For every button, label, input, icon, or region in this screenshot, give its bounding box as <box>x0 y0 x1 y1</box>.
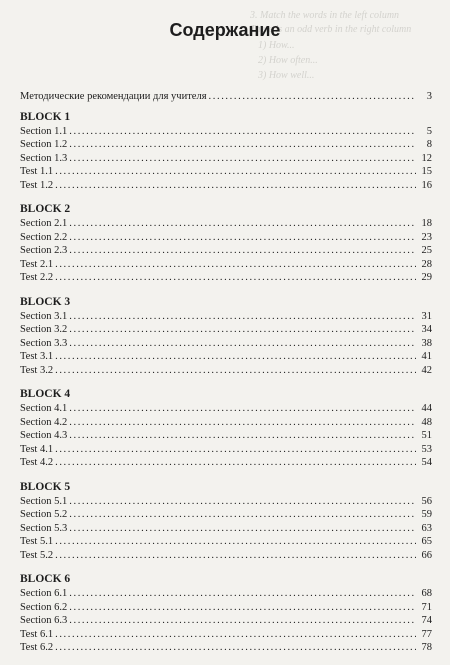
leader-dots <box>69 125 416 139</box>
leader-dots <box>55 628 416 642</box>
leader-dots <box>69 587 416 601</box>
toc-entry-label: Test 6.1 <box>20 628 54 640</box>
leader-dots <box>69 310 416 324</box>
toc-entry-label: Test 4.1 <box>20 443 54 455</box>
block-heading: BLOCK 6 <box>20 573 71 585</box>
toc-block-4 <box>20 387 432 470</box>
toc-entry-label: Test 2.1 <box>20 258 54 270</box>
toc-entry-label: Section 1.1 <box>20 125 68 137</box>
toc-entry-label: Section 4.1 <box>20 403 68 414</box>
block-heading: BLOCK 2 <box>20 203 71 215</box>
toc-entry <box>20 138 432 152</box>
toc-entry <box>20 337 432 351</box>
toc-entry-page: 78 <box>421 642 432 653</box>
toc-entry-label: Test 3.1 <box>20 351 54 362</box>
toc-entry-label: Section 1.2 <box>20 139 68 150</box>
toc-entry-page: 65 <box>421 536 432 547</box>
toc-entry <box>20 350 432 364</box>
toc-entry-page: 63 <box>421 522 432 534</box>
leader-dots <box>55 350 416 364</box>
toc-entry-label: Test 3.2 <box>20 364 54 376</box>
toc-entry-page: 5 <box>426 125 432 137</box>
toc-entry-page: 48 <box>421 416 432 428</box>
toc-entry <box>20 535 432 549</box>
leader-dots <box>69 614 416 628</box>
toc-entry <box>20 587 432 601</box>
toc-entry <box>20 310 432 324</box>
toc-entry <box>20 628 432 642</box>
toc-entry <box>20 323 432 337</box>
toc-entry-page: 54 <box>421 457 432 468</box>
toc-entry-page: 29 <box>421 272 432 283</box>
toc-entry <box>20 549 432 563</box>
toc-entry-page: 53 <box>421 443 432 455</box>
leader-dots <box>55 549 416 563</box>
toc-entry-label: Методические рекомендации для учителя <box>20 91 207 102</box>
toc-block-3 <box>20 295 432 378</box>
toc-entry-label: Section 2.3 <box>20 245 68 256</box>
toc-entry-label: Test 5.1 <box>20 536 54 547</box>
leader-dots <box>55 443 416 457</box>
show-through-text: 3) How well... <box>258 70 315 81</box>
toc-entry-page: 15 <box>421 166 432 177</box>
toc-entry-label: Test 4.2 <box>20 457 54 468</box>
toc-entry-label: Section 6.1 <box>20 588 68 599</box>
leader-dots <box>69 337 416 351</box>
leader-dots <box>69 508 416 522</box>
toc-entry <box>20 614 432 628</box>
toc-block-2 <box>20 202 432 285</box>
leader-dots <box>209 90 416 104</box>
block-heading: BLOCK 1 <box>20 110 71 123</box>
toc-entry-label: Section 5.2 <box>20 509 68 520</box>
toc-entry-page: 25 <box>421 245 432 256</box>
leader-dots <box>69 402 416 416</box>
toc-entry <box>20 508 432 522</box>
toc-entry <box>20 271 432 285</box>
leader-dots <box>69 231 416 245</box>
toc-entry-page: 41 <box>421 351 432 362</box>
block-heading: BLOCK 4 <box>20 388 71 400</box>
show-through-text: 2) How often... <box>258 55 318 66</box>
toc-entry-page: 34 <box>421 324 432 335</box>
toc-entry <box>20 364 432 378</box>
toc-entry-page: 31 <box>421 310 432 322</box>
toc-entry <box>20 495 432 509</box>
leader-dots <box>69 217 416 231</box>
toc-entry-label: Section 1.3 <box>20 152 68 164</box>
toc-entry-label: Section 6.2 <box>20 601 68 613</box>
toc-entry-label: Section 3.3 <box>20 337 68 349</box>
toc-entry-label: Section 2.1 <box>20 218 68 229</box>
toc-entry-page: 38 <box>421 337 432 349</box>
toc-entry-label: Test 1.2 <box>20 179 54 191</box>
toc-entry <box>20 456 432 470</box>
toc-entry-label: Section 5.3 <box>20 522 68 534</box>
leader-dots <box>69 495 416 509</box>
show-through-text: 3. Match the words in the left column <box>250 10 400 21</box>
toc-block-6 <box>20 572 432 655</box>
toc-entry-page: 23 <box>421 231 432 243</box>
toc-entry <box>20 165 432 179</box>
toc-entry-page: 3 <box>426 91 432 102</box>
toc-entry <box>20 641 432 655</box>
toc-entry-page: 74 <box>421 615 432 626</box>
toc-entry-label: Test 1.1 <box>20 166 54 177</box>
leader-dots <box>69 416 416 430</box>
toc-entry <box>20 152 432 166</box>
toc-entry <box>20 429 432 443</box>
toc-entry-label: Section 3.2 <box>20 324 68 335</box>
toc-entry <box>20 443 432 457</box>
toc-entry-label: Section 5.1 <box>20 495 68 507</box>
toc-entry-label: Section 2.2 <box>20 231 68 243</box>
leader-dots <box>55 456 416 470</box>
toc-entry-page: 42 <box>421 364 432 376</box>
toc-entry-label: Section 6.3 <box>20 615 68 626</box>
toc-entry-label: Section 3.1 <box>20 310 68 322</box>
toc-entry-page: 44 <box>421 403 432 414</box>
toc-entry-label: Test 2.2 <box>20 272 54 283</box>
toc-entry-intro <box>20 90 432 104</box>
toc-entry-page: 66 <box>421 549 432 561</box>
block-heading: BLOCK 3 <box>20 295 71 308</box>
toc-block-5 <box>20 480 432 563</box>
toc-entry-page: 18 <box>421 218 432 229</box>
toc-entry-page: 59 <box>421 509 432 520</box>
leader-dots <box>69 522 416 536</box>
toc-entry-label: Test 5.2 <box>20 549 54 561</box>
toc-entry <box>20 217 432 231</box>
leader-dots <box>55 364 416 378</box>
toc-entry <box>20 601 432 615</box>
show-through-text: There is an odd verb in the right column <box>250 24 412 35</box>
toc-entry <box>20 231 432 245</box>
toc-entry-page: 12 <box>421 152 432 164</box>
toc-entry-page: 28 <box>421 258 432 270</box>
toc-entry-page: 68 <box>421 588 432 599</box>
toc-entry-page: 56 <box>421 495 432 507</box>
leader-dots <box>69 601 416 615</box>
leader-dots <box>69 244 416 258</box>
leader-dots <box>55 179 416 193</box>
leader-dots <box>55 535 416 549</box>
toc-entry <box>20 179 432 193</box>
toc-entry <box>20 125 432 139</box>
toc-entry-label: Test 6.2 <box>20 642 54 653</box>
table-of-contents <box>20 90 432 665</box>
leader-dots <box>69 138 416 152</box>
toc-entry-page: 77 <box>421 628 432 640</box>
leader-dots <box>69 429 416 443</box>
leader-dots <box>55 271 416 285</box>
toc-entry-page: 51 <box>421 430 432 441</box>
toc-entry <box>20 522 432 536</box>
leader-dots <box>55 641 416 655</box>
toc-entry <box>20 402 432 416</box>
toc-entry-page: 8 <box>426 139 432 150</box>
toc-entry <box>20 416 432 430</box>
leader-dots <box>69 323 416 337</box>
leader-dots <box>55 258 416 272</box>
leader-dots <box>55 165 416 179</box>
toc-entry <box>20 244 432 258</box>
toc-block-1 <box>20 110 432 193</box>
show-through-text: 1) How... <box>258 40 295 51</box>
toc-entry-page: 71 <box>421 601 432 613</box>
toc-entry-page: 16 <box>421 179 432 191</box>
toc-entry-label: Section 4.2 <box>20 416 68 428</box>
leader-dots <box>69 152 416 166</box>
toc-entry <box>20 258 432 272</box>
block-heading: BLOCK 5 <box>20 480 71 493</box>
toc-entry-label: Section 4.3 <box>20 430 68 441</box>
page-title: Содержание <box>169 20 281 41</box>
